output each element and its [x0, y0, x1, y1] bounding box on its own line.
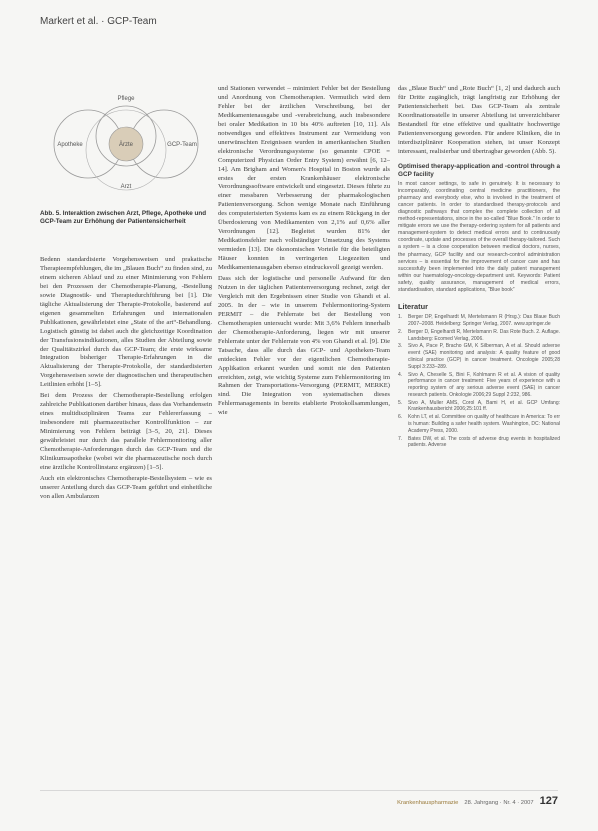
figure-caption: Abb. 5. Interaktion zwischen Arzt, Pflege, Apotheke und GCP-Team zur Erhöhung der Patientensicherheit [40, 210, 207, 225]
reference-text: Berger DP, Engelhardt M, Mertelsmann R (Hrsg.): Das Blaue Buch 2007–2008. Heidelberg: Springer Verlag, 2007. www.springer.de [408, 314, 560, 327]
venn-label-top: Pflege [117, 96, 135, 102]
venn-diagram [40, 84, 212, 196]
reference-list [398, 314, 560, 449]
text-column-2 [218, 85, 390, 790]
venn-label-left: Apotheke [57, 142, 83, 148]
reference-text: Sivo A, Cheselle S, Bini F, Kohlmann R et al. A vision of quality performance in cancer treatment: Five years of experience with a reporting system of any serious adverse event (SAE) in cancer research patients. Onkologie 2006;29 Suppl 2:232, 986. [408, 371, 560, 398]
english-abstract-title: Optimised therapy-application and -control through a GCP facility [398, 162, 560, 178]
page-footer [397, 795, 558, 807]
text-column-3 [398, 85, 560, 790]
reference-item [398, 436, 560, 450]
venn-label-right: GCP-Team [167, 142, 197, 148]
text-column-1 [40, 256, 212, 790]
paragraph: das „Blaue Buch“ und „Rote Buch“ [1, 2] und dadurch auch für Dritte zugänglich, trägt langfristig zur Erhöhung der Patientensicherheit bei. Das GCP-Team als zentrale Koordinationsstelle in unserer Abteilung ist unverzichtbarer Bestandteil für eine effektive und qualitativ hochwertige Patientenversorgung geworden. Für andere Kliniken, die in interdisziplinärer Kooperation stehen, ist unser Konzept interessant, realisierbar und übertragbar geworden (Abb. 5). [398, 85, 560, 155]
running-header: Markert et al. · GCP-Team [40, 16, 157, 27]
reference-text: Berger D, Engelhardt R, Mertelsmann R. Das Rote Buch. 2. Auflage. Landsberg: Ecomed Verlag, 2006. [408, 328, 560, 342]
journal-name: Krankenhauspharmazie [397, 800, 459, 806]
page-number: 127 [539, 795, 558, 807]
reference-number: 7. [398, 435, 403, 442]
references-heading: Literatur [398, 302, 428, 312]
paragraph: Bei dem Prozess der Chemotherapie-Bestellung erfolgen zahlreiche Publikationen darüber hinaus, dass das Vorhandensein eines multidisziplinären Teams zur Fehlererfassung – insbesondere mit pharmazeutischer Kontrollfunktion – zur Minimierung von Fehlern beiträgt [3–5, 20, 21]. Dieses gewährleistet nur durch das parallele Fehlermonitoring aller Chemotherapie-Anforderungen durch das GCP-Team und die Klinikumsapotheke (wobei wir die pharmazeutische noch durch eine ärztliche Kontrollinstanz ergänzen) [1–5]. [40, 392, 212, 471]
reference-number: 3. [398, 343, 403, 350]
english-abstract: In most cancer settings, to safe in genuinely. It is necessary to incomparably, coordinating central medicine practitioners, the pharmacy and everybody else, who is involved in the treatment of cancer patients. In order to standardised therapy-protocols and diagnostic pathways that complex the complete collection of all method-representations, since in the so-called “Blue Book.” In order to mitigate errors we use the therapy-ordering system for all patients and management-system to detect medical errors and to continuously coordinate, update and processes of the overall therapy-tailored. Such a system – is a close cooperation between medical doctors, nurses, the pharmacy, GCP facility and our research-control administration services – is essential for the improvement of cancer care and has successfully been implemented into the daily patient management within our haematology-oncology-department unit. Keywords: Patient safety, quality assurance, management of medical errors, standardisation, standard applications, “Blue book” [398, 180, 560, 294]
reference-item [398, 329, 560, 343]
reference-item [398, 314, 560, 328]
reference-number: 5. [398, 399, 403, 406]
footer-rule [40, 790, 558, 791]
paragraph: Auch ein elektronisches Chemotherapie-Bestellsystem – wie es unserer Anteilung durch das GCP-Team geführt und einheitliche von allen Ambulanzen [40, 474, 212, 500]
paragraph: und Stationen verwendet – minimiert Fehler bei der Bestellung und Anordnung von Chemotherapien. Vermutlich wird dem Fehler bei der ärztlichen Verschreibung, bei der Medikamentenausgabe und -verabreichung, auch insbesondere bei oraler Medikation in 10 bis 40% auftreten [10, 11]. Als notwendiges und effektives Instrument zur Vermeidung von unerwünschten Ereignissen wurden in amerikanischen Studien elektronische Verordnungssysteme (so genannte CPOE = Computerized Physician Order Entry System) erwähnt [6, 12–14]. Am Brigham and Women's Hospital in Boston wurde als erstes der ersten Krankenhäuser elektronische Verordnungssoftware entwickelt und eingesetzt. Dieses führte zu einer messbaren Verbesserung der pharmakologischen Patientenversorgung. Schon wenige Monate nach Einführung des computerisierten Systems kam es zu einem Rückgang in der Überdosierung von Medikamenten von 2,1% auf 0,6% aller Verordnungen [12]. Begleitet wurden 81% der Medikationsfehler nach vollständiger Umsetzung des Systems vermieden [13]. Die ökonomischen Vorteile für die beteiligten Häuser konnten in verringerten Liegezeiten und Medikamentenausgaben ebenso eindrucksvoll gezeigt werden. [218, 85, 390, 272]
reference-text: Sivo A, Pace P, Bracho GM, K Silberman, A et al. Should adverse event (SAE) monitoring and analysis: A quality feature of good clinical practice (GCP) in cancer treatment. Oncologie 2005;28 Suppl 3:233–289. [408, 343, 560, 370]
reference-item [398, 372, 560, 399]
issue-info: 28. Jahrgang · Nr. 4 · 2007 [464, 800, 534, 806]
reference-number: 4. [398, 371, 403, 378]
venn-label-center: Ärzte [118, 142, 134, 148]
reference-item [398, 414, 560, 434]
reference-text: Bates DW, et al. The costs of adverse drug events in hospitalized patients. Adverse [408, 435, 560, 449]
reference-text: Sivo A, Muller AMS, Corol A, Bami H, et al. GCP Umfang: Krankenhausbericht 2006;25:101 ff. [408, 399, 560, 413]
reference-number: 6. [398, 414, 403, 421]
reference-number: 1. [398, 314, 403, 321]
paragraph: Bedenn standardisierte Vorgehensweisen und prakatische Therapieempfehlungen, die im „Blauen Buch“ zu finden sind, zu einem sicheren Ablauf und zu einer Minimierung von Fehlern bei den Prozessen der Chemotherapie-Planung, -Bestellung sowie Diagnostik- und Therapiedurchführung bei [1]. Die tägliche Aktualisierung der Therapie-Protokolle, basierend auf eigenen gesammelten Erfahrungen und internationalen Publikationen, gewährleistet eine „State of the art“-Behandlung. Logistisch günstig ist dabei auch die gleichzeitige Koordination der Transfusionsindikationen, alles Studien der Abteilung sowie der Qualitätszirkel durch das GCP-Team; die erste wirksame Integration bisheriger Therapie-Erfahrungen in die Aktualisierung der Therapie-Protokolle, der standardisierten Vorgehensweisen sowie der diagnostischen und therapeutischen Leitlinien erhöht [1–5]. [40, 256, 212, 389]
reference-item [398, 343, 560, 370]
paragraph: Dass sich der logistische und personelle Aufwand für den Nutzen in der täglichen Patientenversorgung rechnet, zeigt der Vergleich mit den Ergebnissen einer Studie von Ghandi et al. 2005. In der – wie in unserem Fehlermonitoring-System PERMIT – die Fehlerrate bei der Bestellung von Chemotherapien untersucht wurde: Mit 3,6% Fehlern innerhalb der Chemotherapie-Anforderung, liegen wir mit unserer Fehlerrate unter der Fehlerrate von 4% von Ghandi et al. [9]. Die Tatsache, dass alle durch das GCP- und Apotheken-Team entdeckten Fehler vor der eigentlichen Chemotherapie-Applikation erkannt wurden und somit nie den Patienten erreichten, zeigt, wie wichtig Systeme zum Fehlermonitoring im Rahmen der Transportations-Versorgung (PERMIT, MERKE) sind. Die Integration von systematischen dieses Fehlermanagements in bereits etablierte Protokollsammlungen, wie [218, 275, 390, 417]
venn-label-bottom: Arzt [120, 184, 132, 190]
reference-item [398, 400, 560, 414]
reference-text: Kohn LT, et al. Committee on quality of healthcare in America: To err is human: Building a safer health system. Washington, DC: National Academy Press, 2000. [408, 414, 560, 434]
reference-number: 2. [398, 328, 403, 335]
